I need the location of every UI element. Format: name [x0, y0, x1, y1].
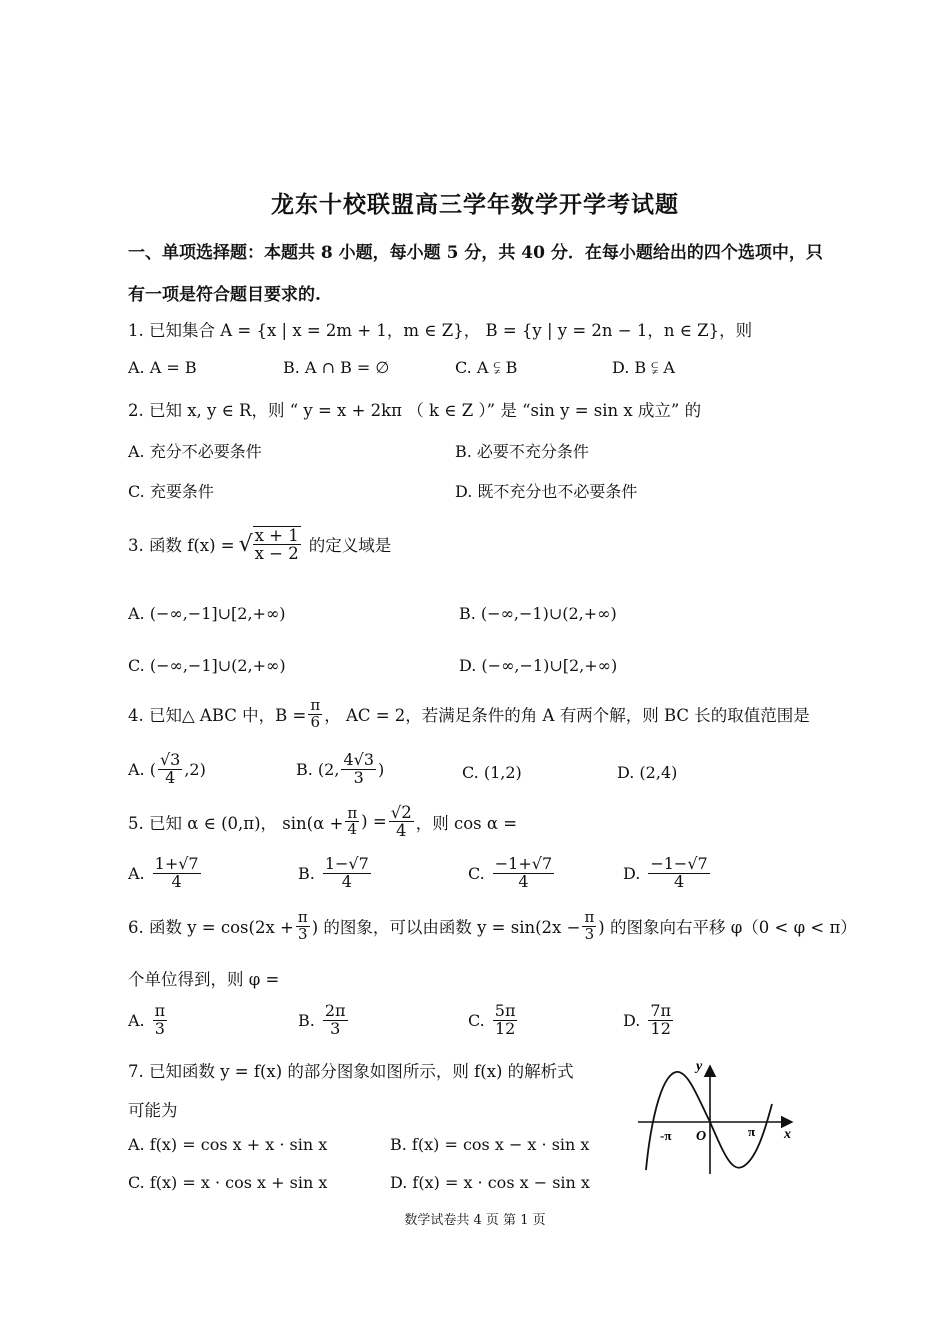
- q5-option-d-denominator: 4: [673, 871, 685, 891]
- q4-option-b-fraction: [341, 752, 376, 787]
- q5-stem: [128, 804, 517, 840]
- q5-option-d-fraction: [648, 856, 709, 891]
- q4-option-c: C. (1,2): [462, 763, 522, 782]
- q5-angle-denominator: 4: [347, 820, 358, 839]
- function-curve: [646, 1072, 772, 1170]
- q6-shift1-numerator: π: [297, 908, 308, 926]
- q4-option-a-post: ,2): [184, 759, 206, 779]
- q4-option-b-denominator: 3: [353, 767, 364, 787]
- q1-option-a: A. A = B: [128, 358, 197, 377]
- q4-option-a-pre: A. (: [128, 759, 156, 779]
- q6-option-a-denominator: 3: [154, 1018, 165, 1038]
- neg-pi-tick-label: -π: [660, 1128, 672, 1143]
- q5-option-a-numerator: 1+√7: [154, 854, 199, 873]
- q6-shift1-fraction: [296, 910, 310, 943]
- q6-option-d: [623, 1003, 675, 1038]
- q6-option-d-denominator: 12: [650, 1018, 671, 1038]
- q5-value-numerator: √2: [390, 803, 412, 822]
- q6-option-a-label: A.: [128, 1010, 145, 1030]
- q4-angle-denominator: 6: [310, 712, 321, 731]
- q4-option-a-numerator: √3: [159, 750, 181, 769]
- q6-option-a-fraction: [153, 1003, 168, 1038]
- q7-stem: 7. 已知函数 y = f(x) 的部分图象如图所示，则 f(x) 的解析式: [128, 1062, 574, 1081]
- q6-option-a-numerator: π: [154, 1001, 166, 1020]
- q1-option-c: C. A ⫋ B: [455, 358, 518, 377]
- q4-option-b-pre: B. (2,: [296, 759, 340, 779]
- q1-stem: 1. 已知集合 A = {x | x = 2m + 1，m ∈ Z}， B = {y | y = 2n − 1，n ∈ Z}，则: [128, 321, 753, 340]
- q5-option-a: [128, 856, 203, 891]
- q6-stem-mid: ) 的图象，可以由函数 y = sin(2x −: [311, 918, 581, 938]
- q5-value-fraction: [389, 804, 414, 840]
- q4-option-b-post: ): [378, 759, 385, 779]
- q6-option-c-numerator: 5π: [494, 1001, 516, 1020]
- q5-option-d: [623, 856, 712, 891]
- q3-fraction-denominator: x − 2: [254, 544, 299, 564]
- q5-angle-fraction: [345, 803, 359, 839]
- q6-shift1-denominator: 3: [297, 924, 308, 943]
- q6-stem: [128, 910, 857, 943]
- q6-shift2-fraction: [582, 910, 596, 943]
- q3-option-b: B. (−∞,−1)∪(2,+∞): [459, 604, 617, 623]
- q5-option-b-fraction: [323, 856, 371, 891]
- q6-option-c-label: C.: [468, 1010, 485, 1030]
- q1-option-d: D. B ⫋ A: [612, 358, 675, 377]
- q5-option-c-denominator: 4: [518, 871, 529, 891]
- q6-option-c: [468, 1003, 519, 1038]
- q3-option-a: A. (−∞,−1]∪[2,+∞): [128, 604, 286, 623]
- q6-option-b-fraction: [323, 1003, 348, 1038]
- q5-option-a-fraction: [153, 856, 201, 891]
- q6-stem-pre: 6. 函数 y = cos(2x +: [128, 918, 294, 938]
- q6-option-d-label: D.: [623, 1010, 641, 1030]
- q2-option-a: A. 充分不必要条件: [128, 442, 262, 461]
- q6-shift2-numerator: π: [584, 908, 595, 926]
- q5-option-c: [468, 856, 556, 891]
- q5-option-d-label: D.: [623, 863, 641, 883]
- q4-stem: [128, 698, 810, 731]
- q5-option-b: [298, 856, 373, 891]
- q7-option-a: A. f(x) = cos x + x · sin x: [128, 1135, 328, 1154]
- q7-option-d: D. f(x) = x · cos x − sin x: [390, 1173, 590, 1192]
- q5-option-a-label: A.: [128, 863, 145, 883]
- q3-stem: [128, 526, 391, 563]
- q4-option-a: [128, 752, 206, 787]
- q2-option-d: D. 既不充分也不必要条件: [455, 482, 638, 501]
- q6-option-c-fraction: [493, 1003, 518, 1038]
- q6-option-b-numerator: 2π: [324, 1001, 346, 1020]
- q7-option-c: C. f(x) = x · cos x + sin x: [128, 1173, 328, 1192]
- function-graph: [632, 1058, 802, 1178]
- q3-stem-post: 的定义域是: [308, 536, 392, 556]
- q6-option-b-denominator: 3: [330, 1018, 341, 1038]
- function-graph-svg: [632, 1058, 802, 1178]
- q3-fraction: [253, 526, 301, 563]
- q2-stem: 2. 已知 x, y ∈ R，则 “ y = x + 2kπ （ k ∈ Z ）” 是 “sin y = sin x 成立” 的: [128, 401, 702, 420]
- q5-stem-mid: ) =: [361, 812, 387, 832]
- q4-stem-pre: 4. 已知△ ABC 中，B =: [128, 706, 307, 726]
- origin-label: O: [696, 1129, 707, 1144]
- q6-option-a: [128, 1003, 169, 1038]
- q5-option-b-numerator: 1−√7: [324, 854, 369, 873]
- q3-option-d: D. (−∞,−1)∪[2,+∞): [459, 656, 618, 675]
- q3-stem-pre: 3. 函数 f(x) =: [128, 536, 235, 556]
- section1-heading-line1: 一、单项选择题：本题共 8 小题，每小题 5 分，共 40 分．在每小题给出的四个选项中，只: [128, 243, 823, 263]
- q1-option-b: B. A ∩ B = ∅: [283, 358, 390, 377]
- q4-option-a-denominator: 4: [165, 767, 176, 787]
- q6-option-c-denominator: 12: [494, 1018, 516, 1038]
- q4-option-d: D. (2,4): [617, 763, 678, 782]
- q6-option-b: [298, 1003, 350, 1038]
- pi-tick-label: π: [748, 1124, 756, 1139]
- q6-option-b-label: B.: [298, 1010, 315, 1030]
- x-axis-label: x: [784, 1127, 791, 1142]
- q4-option-b-numerator: 4√3: [343, 750, 374, 769]
- q5-option-a-denominator: 4: [171, 871, 182, 891]
- q5-option-b-label: B.: [298, 863, 315, 883]
- q4-option-a-fraction: [158, 752, 182, 787]
- q7-option-b: B. f(x) = cos x − x · sin x: [390, 1135, 590, 1154]
- q6-option-d-numerator: 7π: [650, 1001, 672, 1020]
- q3-option-c: C. (−∞,−1]∪(2,+∞): [128, 656, 286, 675]
- q6-stem-post: ) 的图象向右平移 φ（0 < φ < π）: [598, 918, 857, 938]
- q5-option-c-label: C.: [468, 863, 485, 883]
- page-footer: 数学试卷共 4 页 第 1 页: [404, 1213, 546, 1228]
- q4-stem-post: ， AC = 2，若满足条件的角 A 有两个解，则 BC 长的取值范围是: [324, 706, 810, 726]
- q6-stem-line2: 个单位得到，则 φ =: [128, 970, 280, 989]
- q5-stem-post: ，则 cos α =: [415, 813, 518, 833]
- q5-stem-pre: 5. 已知 α ∈ (0,π)， sin(α +: [128, 813, 344, 833]
- q6-shift2-denominator: 3: [584, 924, 595, 943]
- sqrt-icon: √: [238, 531, 253, 557]
- q2-option-b: B. 必要不充分条件: [455, 442, 589, 461]
- page-title: 龙东十校联盟高三学年数学开学考试题: [271, 191, 679, 218]
- q5-option-c-fraction: [493, 856, 554, 891]
- q5-option-b-denominator: 4: [341, 871, 352, 891]
- q4-angle-fraction: [308, 698, 322, 731]
- q3-fraction-numerator: x + 1: [254, 526, 299, 545]
- q5-option-c-numerator: −1+√7: [494, 854, 553, 873]
- q6-option-d-fraction: [648, 1003, 673, 1038]
- q5-option-d-numerator: −1−√7: [650, 854, 708, 873]
- q4-angle-numerator: π: [310, 696, 321, 714]
- q2-option-c: C. 充要条件: [128, 482, 214, 501]
- q4-option-b: [296, 752, 384, 787]
- section1-heading-line2: 有一项是符合题目要求的.: [128, 285, 321, 305]
- q5-angle-numerator: π: [347, 803, 358, 822]
- q7-stem-line2: 可能为: [128, 1101, 178, 1120]
- q5-value-denominator: 4: [395, 821, 407, 841]
- y-axis-label: y: [696, 1059, 703, 1074]
